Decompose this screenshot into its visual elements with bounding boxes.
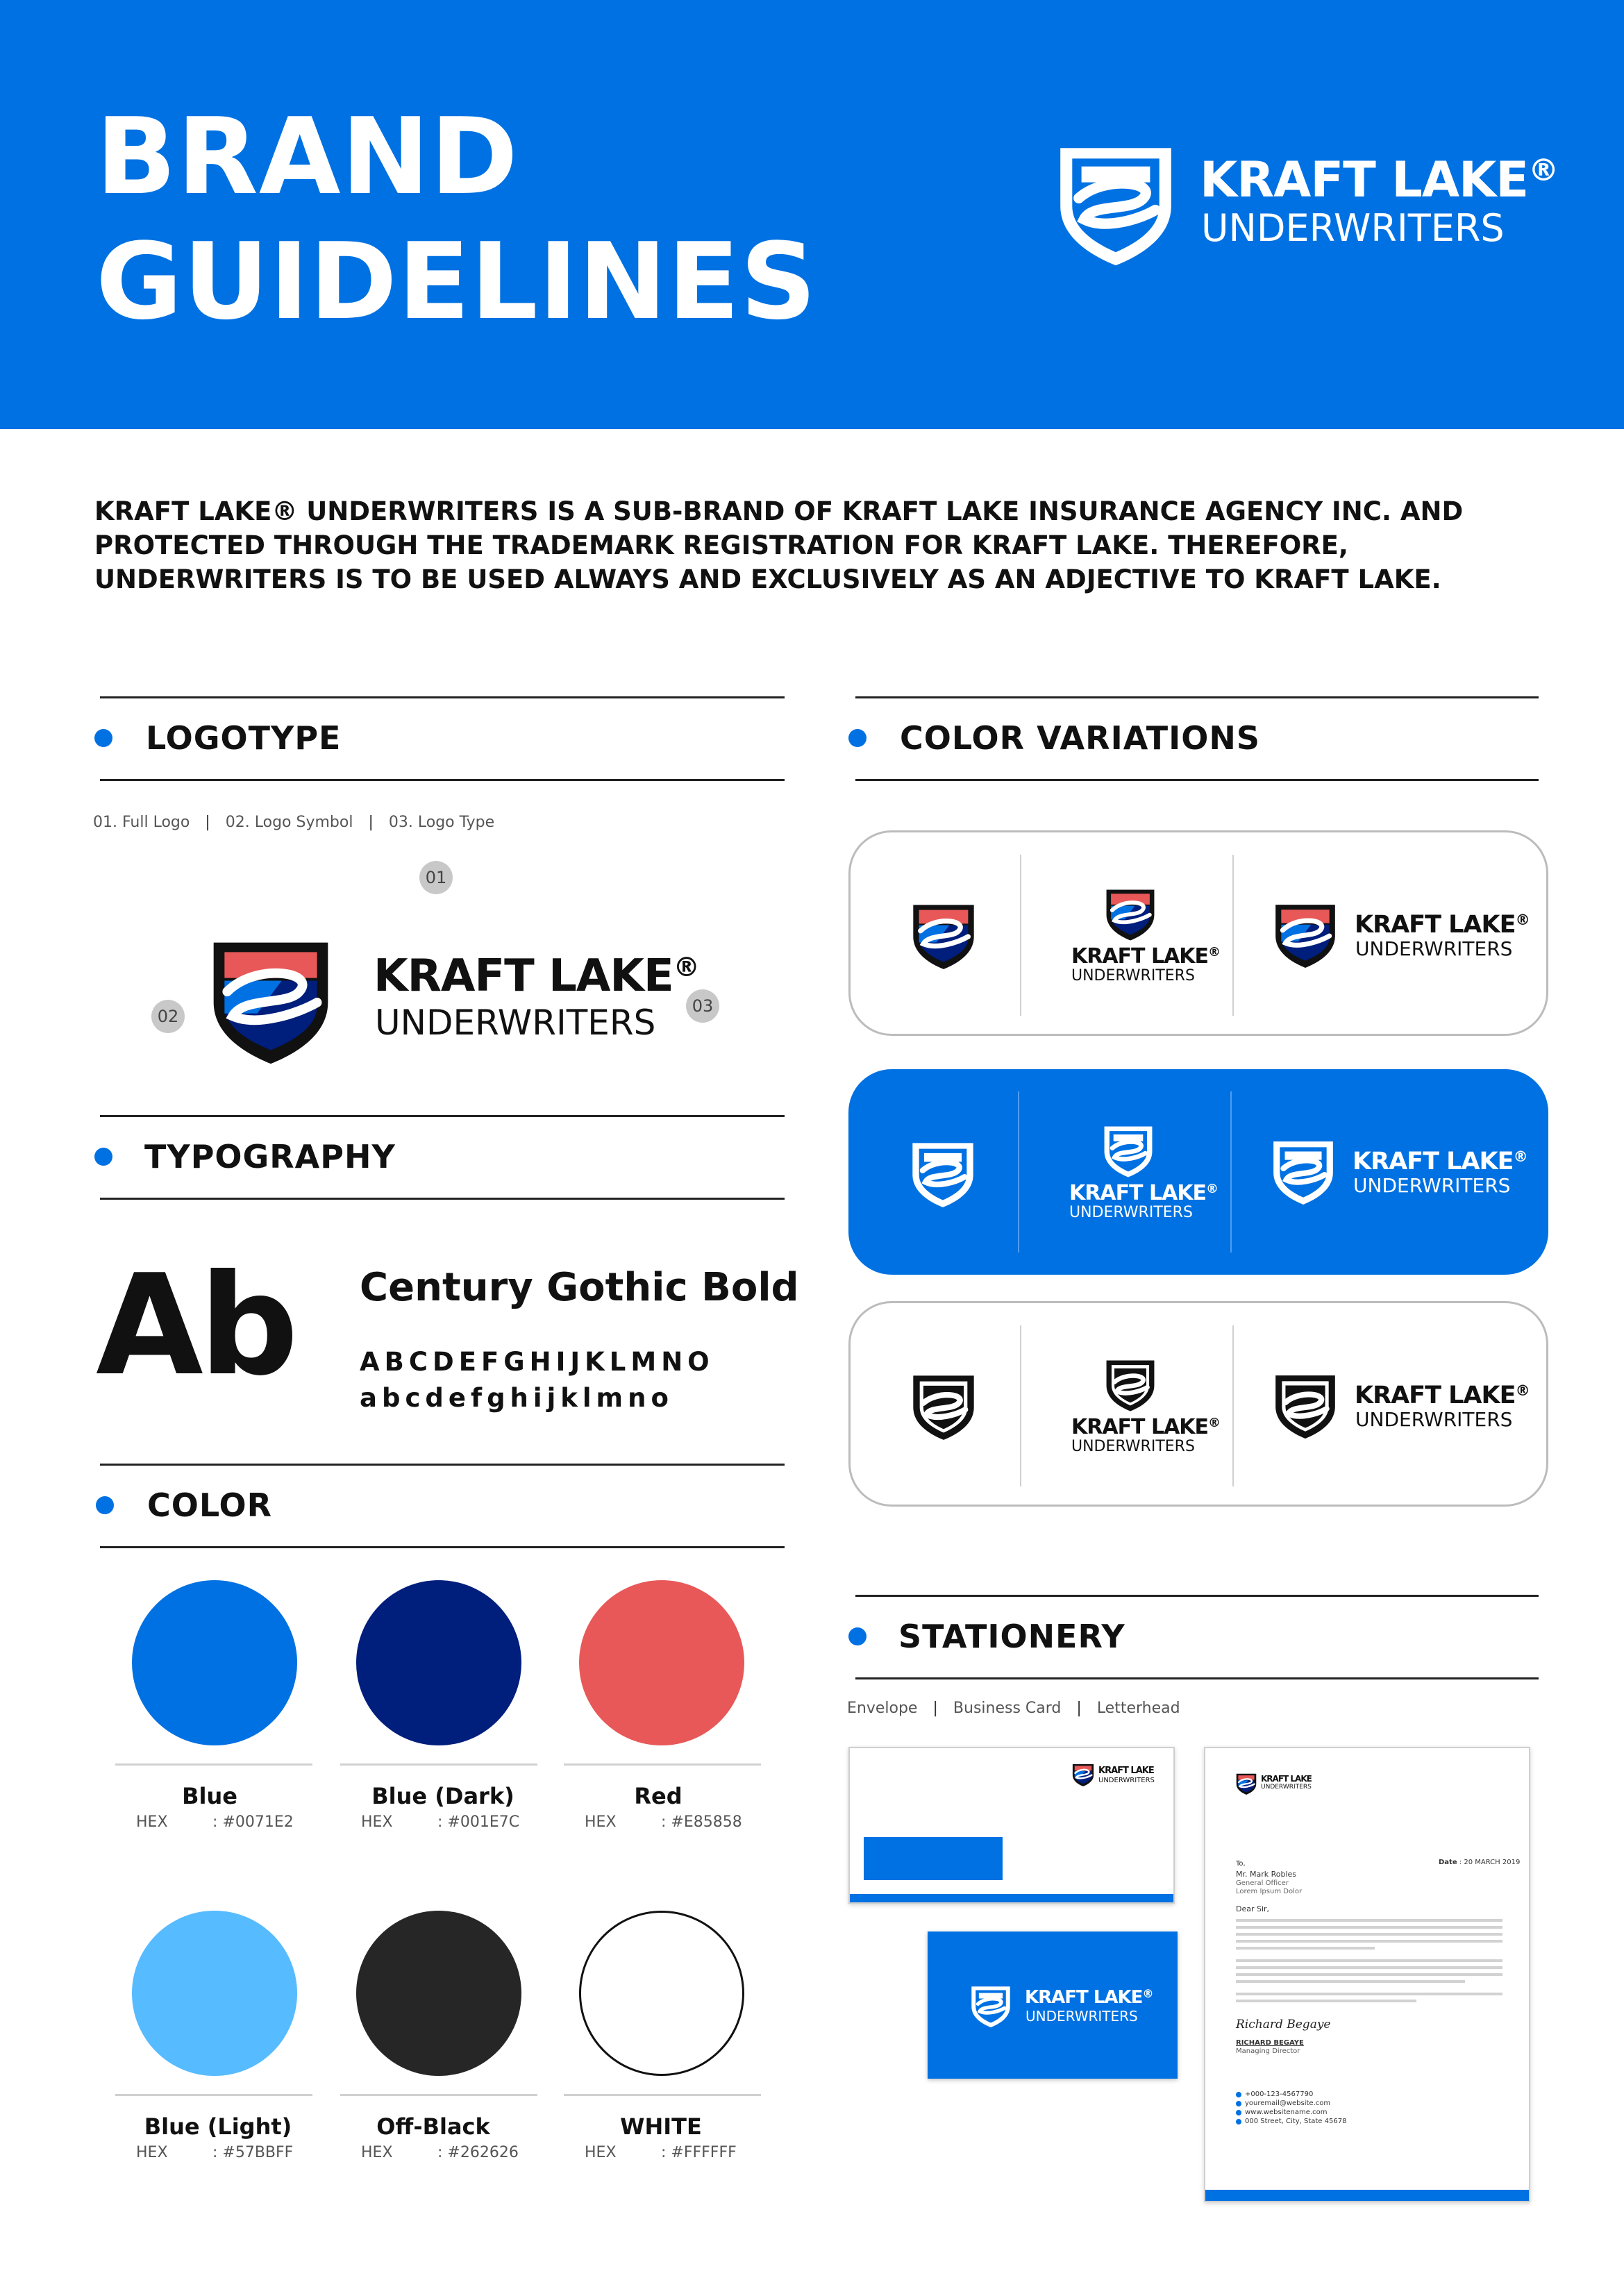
letter-date-label: Date <box>1439 1859 1457 1866</box>
contact-email-text: youremail@website.com <box>1245 2100 1331 2107</box>
letterhead-brand-sub: UNDERWRITERS <box>1261 1784 1312 1791</box>
email-icon <box>1236 2101 1241 2106</box>
phone-icon <box>1236 2092 1241 2097</box>
variation-full-name <box>1355 1384 1530 1408</box>
logo-marker-03: 03 <box>686 989 719 1023</box>
color-bullet <box>96 1496 114 1514</box>
swatch-rule <box>115 2094 312 2096</box>
swatch-rule <box>564 1763 761 1766</box>
alphabet-uppercase: ABCDEFGHIJKLMNO <box>360 1347 714 1377</box>
stationery-sublabel-card: Business Card <box>953 1700 1062 1717</box>
variation-full-sub: UNDERWRITERS <box>1355 1408 1513 1431</box>
variation-panel-blue <box>848 1069 1548 1275</box>
letter-text-line <box>1236 1980 1465 1983</box>
variation-color-full-icon <box>1270 899 1341 970</box>
logotype-sep-1: | <box>205 814 210 831</box>
variation-black-stacked-icon <box>1102 1356 1159 1413</box>
hex-label: HEX <box>136 2144 168 2161</box>
swatch-name: Blue <box>182 1783 237 1809</box>
letter-recipient-org: Lorem Ipsum Dolor <box>1236 1888 1303 1895</box>
logotype-sublabels <box>93 814 494 831</box>
font-name: Century Gothic Bold <box>360 1265 799 1310</box>
contact-web-text: www.websitename.com <box>1245 2109 1328 2116</box>
location-icon <box>1236 2119 1241 2125</box>
logo-marker-01: 01 <box>419 861 453 894</box>
variation-stacked-sub: UNDERWRITERS <box>1071 967 1195 984</box>
logotype-sublabel-type: 03. Logo Type <box>388 814 495 831</box>
variation-color-symbol-icon <box>907 899 980 971</box>
swatch-white <box>579 1911 744 2076</box>
letter-recipient-role: General Officer <box>1236 1879 1289 1887</box>
business-card-mockup <box>928 1932 1178 2079</box>
header-shield-logo-icon <box>1050 137 1182 269</box>
logotype-sep-2: | <box>368 814 374 831</box>
full-logo-brand-name-text: KRAFT LAKE <box>374 950 673 1002</box>
panel-divider <box>1230 1091 1232 1252</box>
variation-full-name-text: KRAFT LAKE <box>1355 1382 1516 1409</box>
typography-top-rule <box>100 1115 785 1117</box>
card-logo-icon <box>968 1983 1014 2029</box>
swatch-rule <box>340 1763 537 1766</box>
card-brand-sub: UNDERWRITERS <box>1026 2008 1138 2025</box>
hex-value: : #262626 <box>437 2144 519 2161</box>
letter-date <box>1439 1859 1520 1866</box>
letter-text-line <box>1236 1973 1502 1976</box>
panel-divider <box>1020 1325 1021 1486</box>
variation-full-sub: UNDERWRITERS <box>1355 937 1513 960</box>
letterhead-logo-icon <box>1234 1772 1258 1795</box>
typography-sample: Ab <box>96 1245 294 1407</box>
swatch-blue <box>132 1580 297 1745</box>
alphabet-lowercase: abcdefghijklmno <box>360 1383 673 1413</box>
logotype-title: LOGOTYPE <box>146 719 342 757</box>
panel-divider <box>1020 855 1021 1016</box>
variation-stacked-name-text: KRAFT LAKE <box>1071 944 1209 969</box>
page-title-line2: GUIDELINES <box>96 220 817 343</box>
swatch-rule <box>564 2094 761 2096</box>
hex-value: : #57BBFF <box>212 2144 294 2161</box>
letter-signature: Richard Begaye <box>1236 2018 1331 2031</box>
stationery-sublabels <box>847 1700 1180 1717</box>
typography-title: TYPOGRAPHY <box>144 1138 396 1175</box>
header-brand-name-text: KRAFT LAKE <box>1200 151 1529 208</box>
hex-label: HEX <box>585 1813 617 1831</box>
letterhead-bottom-band <box>1205 2190 1529 2201</box>
panel-divider <box>1232 855 1234 1016</box>
envelope-brand-name: KRAFT LAKE <box>1098 1766 1154 1776</box>
variations-bullet <box>848 729 867 747</box>
card-brand-reg: ® <box>1142 1987 1153 2000</box>
variation-full-sub: UNDERWRITERS <box>1353 1174 1511 1197</box>
color-bottom-rule <box>100 1546 785 1548</box>
letter-text-line <box>1236 1940 1502 1943</box>
hex-value: : #E85858 <box>661 1813 742 1831</box>
logotype-bottom-rule <box>100 779 785 781</box>
letter-date-value: : 20 MARCH 2019 <box>1459 1859 1521 1866</box>
stationery-bottom-rule <box>855 1677 1539 1679</box>
envelope-bottom-band <box>850 1894 1173 1902</box>
card-brand-name-text: KRAFT LAKE <box>1025 1987 1143 2008</box>
logo-marker-02: 02 <box>151 1000 185 1033</box>
logotype-top-rule <box>100 696 785 698</box>
swatch-name: Blue (Light) <box>144 2113 292 2140</box>
envelope-address-block <box>864 1837 1003 1880</box>
variation-full-name <box>1355 913 1530 937</box>
full-logo-brand-reg: ® <box>673 952 699 982</box>
hex-label: HEX <box>361 2144 393 2161</box>
letter-text-line <box>1236 1966 1502 1969</box>
card-brand-name <box>1025 1988 1153 2006</box>
stationery-title: STATIONERY <box>898 1618 1125 1655</box>
full-logo-brand-name <box>374 950 699 1002</box>
variation-color-stacked-icon <box>1102 885 1159 942</box>
stationery-bullet <box>848 1627 867 1645</box>
variation-white-full-icon <box>1268 1136 1339 1207</box>
contact-phone-text: +000-123-4567790 <box>1245 2090 1314 2098</box>
variation-white-stacked-icon <box>1100 1122 1157 1179</box>
full-logo-brand-sub: UNDERWRITERS <box>375 1003 656 1043</box>
swatch-name: Red <box>634 1783 683 1809</box>
hex-label: HEX <box>136 1813 168 1831</box>
variations-top-rule <box>855 696 1539 698</box>
letterhead-brand-name: KRAFT LAKE <box>1261 1774 1312 1784</box>
panel-divider <box>1018 1091 1019 1252</box>
hex-value: : #0071E2 <box>212 1813 294 1831</box>
envelope-mockup <box>848 1747 1175 1904</box>
swatch-name: Blue (Dark) <box>371 1783 514 1809</box>
letter-text-line <box>1236 1933 1502 1936</box>
variation-stacked-reg: ® <box>1208 945 1221 960</box>
letter-contact-web <box>1236 2109 1346 2116</box>
variation-full-name <box>1353 1150 1527 1174</box>
variation-full-reg: ® <box>1515 1382 1530 1399</box>
page-title-line1: BRAND <box>96 95 519 218</box>
letter-text-line <box>1236 2000 1416 2002</box>
stationery-sep-2: | <box>1076 1700 1082 1717</box>
letter-signer-role: Managing Director <box>1236 2047 1300 2055</box>
variations-bottom-rule <box>855 779 1539 781</box>
hex-value: : #FFFFFF <box>661 2144 737 2161</box>
stationery-sublabel-envelope: Envelope <box>847 1700 918 1717</box>
variation-full-name-text: KRAFT LAKE <box>1355 911 1516 939</box>
swatch-off-black <box>356 1911 521 2076</box>
typography-bullet <box>94 1148 112 1166</box>
hex-label: HEX <box>361 1813 393 1831</box>
variation-stacked-reg: ® <box>1208 1416 1221 1430</box>
letter-contact-phone <box>1236 2091 1346 2098</box>
logotype-bullet <box>94 729 112 747</box>
header-banner <box>0 0 1624 429</box>
color-top-rule <box>100 1464 785 1466</box>
letterhead-mockup <box>1204 1747 1530 2202</box>
variation-full-name-text: KRAFT LAKE <box>1353 1148 1514 1175</box>
logotype-sublabel-symbol: 02. Logo Symbol <box>225 814 353 831</box>
variations-title: COLOR VARIATIONS <box>900 719 1260 757</box>
letter-text-line <box>1236 1926 1502 1929</box>
typography-bottom-rule <box>100 1198 785 1200</box>
variation-black-full-icon <box>1270 1370 1341 1441</box>
stationery-sublabel-letterhead: Letterhead <box>1096 1700 1180 1717</box>
swatch-name: Off-Black <box>376 2113 490 2140</box>
swatch-blue-dark <box>356 1580 521 1745</box>
letter-text-line <box>1236 1993 1502 1995</box>
variation-full-reg: ® <box>1515 912 1530 928</box>
swatch-blue-light <box>132 1911 297 2076</box>
color-title: COLOR <box>147 1486 273 1524</box>
stationery-sep-1: | <box>932 1700 938 1717</box>
swatch-name: WHITE <box>620 2113 702 2140</box>
hex-label: HEX <box>585 2144 617 2161</box>
letter-to: To, <box>1236 1860 1246 1868</box>
logotype-sublabel-full: 01. Full Logo <box>93 814 190 831</box>
hex-value: : #001E7C <box>437 1813 520 1831</box>
variation-stacked-name-text: KRAFT LAKE <box>1069 1181 1207 1205</box>
full-logo-shield-icon <box>203 932 339 1068</box>
swatch-rule <box>115 1763 312 1766</box>
letter-contacts <box>1236 2091 1346 2125</box>
globe-icon <box>1236 2110 1241 2115</box>
variation-black-symbol-icon <box>907 1370 980 1442</box>
variation-stacked-name <box>1071 1417 1220 1438</box>
letter-salutation: Dear Sir, <box>1236 1904 1270 1913</box>
variation-panel-black <box>848 1301 1548 1507</box>
letter-signer-name: RICHARD BEGAYE <box>1236 2039 1304 2047</box>
variation-white-symbol-icon <box>907 1137 979 1209</box>
variation-stacked-name <box>1069 1183 1218 1204</box>
panel-divider <box>1232 1325 1234 1486</box>
stationery-top-rule <box>855 1595 1539 1597</box>
letter-contact-email <box>1236 2100 1346 2107</box>
envelope-logo-icon <box>1071 1762 1096 1787</box>
contact-address-text: 000 Street, City, State 45678 <box>1245 2118 1347 2125</box>
letter-recipient: Mr. Mark Robles <box>1236 1870 1297 1879</box>
variation-stacked-reg: ® <box>1206 1182 1219 1196</box>
swatch-rule <box>340 2094 537 2096</box>
intro-paragraph: KRAFT LAKE® UNDERWRITERS IS A SUB-BRAND OF KRAFT LAKE INSURANCE AGENCY INC. AND PROTECTED THROUGH THE TRADEMARK REGISTRATION FOR KRAFT LAKE. THEREFORE, UNDERWRITERS IS TO BE USED ALWAYS AND EXCLUSIVELY AS AN ADJECTIVE TO KRAFT LAKE. <box>94 496 1464 594</box>
variation-full-reg: ® <box>1513 1148 1527 1165</box>
letter-contact-address <box>1236 2118 1346 2125</box>
swatch-red <box>579 1580 744 1745</box>
variation-stacked-sub: UNDERWRITERS <box>1069 1204 1193 1221</box>
letter-text-line <box>1236 1959 1502 1962</box>
header-brand-name <box>1200 151 1559 208</box>
header-brand-sub: UNDERWRITERS <box>1201 206 1505 250</box>
variation-stacked-name-text: KRAFT LAKE <box>1071 1415 1209 1439</box>
letter-text-line <box>1236 1919 1502 1922</box>
variation-stacked-name <box>1071 946 1220 967</box>
envelope-brand-sub: UNDERWRITERS <box>1098 1777 1155 1784</box>
variation-stacked-sub: UNDERWRITERS <box>1071 1438 1195 1455</box>
letter-text-line <box>1236 1947 1375 1950</box>
header-brand-reg: ® <box>1528 153 1559 188</box>
variation-panel-color <box>848 830 1548 1036</box>
